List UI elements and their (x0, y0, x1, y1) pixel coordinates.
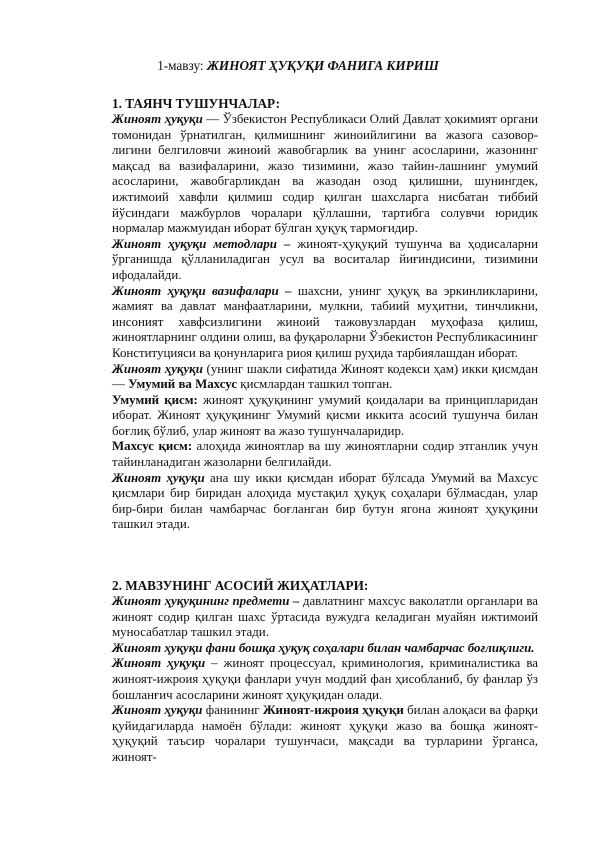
section-2-heading: 2. МАВЗУНИНГ АСОСИЙ ЖИҲАТЛАРИ: (112, 578, 369, 593)
paragraph-criminal-law-definition: Жиноят ҳуқуқи — Ўзбекистон Республикаси Олий Давлат ҳокимият органи томонидан ўрнатилган, қилмишнинг жиноийлигини ва жазога сазовор-лигини белгиловчи жиноий жавобгарлик ва унинг асосларини, жазонинг мақсад ва вазифаларини, жазо тизимини, жазо тайин-лашнинг умумий асосларини, жавобгарликдан ва жазодан озод қилишни, шунингдек, ижтимоий хавфли қилмиш содир қилган шахсларга нисбатан тиббий йўсиндаги мажбурлов чоралари қўллашни, тартибга солувчи юридик нормалар мажмуидан иборат бўлган ҳуқуқ тармоғидир. (112, 112, 538, 236)
paragraph-execution-law: Жиноят ҳуқуқи фанининг Жиноят-ижроия ҳуқуқи билан алоқаси ва фарқи қуйидагиларда намоён бўлади: жиноят ҳуқуқи жазо ва бошқа жиноят-ҳуқуқий таъсир чоралари тушунчаси, мақсади ва турларини ўрганса, жиноят- (112, 703, 538, 764)
paragraph-methods: Жиноят ҳуқуқи методлари – жиноят-ҳуқуқий тушунча ва ҳодисаларни ўрганишда қўлланиладиган усул ва воситалар йиғиндисини, тизимини ифодалайди. (112, 236, 538, 282)
paragraph-material-science: Жиноят ҳуқуқи – жиноят процессуал, криминология, криминалистика ва жиноят-ижроия ҳуқуқи фанлари учун моддий фан ҳисобланиб, бу фанлар ўз бошланғич асосларини жиноят ҳуқуқидан олади. (112, 656, 538, 702)
section-2 (112, 578, 538, 766)
paragraph-parts: Жиноят ҳуқуқи (унинг шакли сифатида Жиноят кодекси ҳам) икки қисмдан — Умумий ва Махсус қисмлардан ташкил топган. (112, 361, 538, 392)
section-1-heading: 1. ТАЯНЧ ТУШУНЧАЛАР: (112, 96, 280, 111)
paragraph-tasks: Жиноят ҳуқуқи вазифалари – шахсни, унинг ҳуқуқ ва эркинликларини, жамият ва давлат манфаатларини, мулкни, табиий муҳитни, тинчликни, инсоният хавфсизлигини жиноий тажовузлардан муҳофаза қилиш, жиноятларнинг олдини олиш, ва фуқароларни Ўзбекистон Республикасининг Конституцияси ва қонунларига риоя қилиш руҳида тарбиялашдан иборат. (112, 283, 538, 360)
paragraph-special-part: Махсус қисм: алоҳида жиноятлар ва шу жиноятларни содир этганлик учун тайинланадиган жазоларни белгилайди. (112, 439, 538, 470)
section-1 (112, 96, 538, 533)
title-main: ЖИНОЯТ ҲУҚУҚИ ФАНИГА КИРИШ (206, 58, 439, 73)
paragraph-unity: Жиноят ҳуқуқи ана шу икки қисмдан иборат бўлсада Умумий ва Махсус қисмлари бир биридан алоҳида мустақил ҳуқуқ соҳалари бўлмасдан, улар бир-бири билан чамбарчас боғланган бир бутун ягона жиноят ҳуқуқини ташкил этади. (112, 470, 538, 532)
title-prefix: 1-мавзу: (157, 58, 207, 73)
paragraph-subject: Жиноят ҳуқуқининг предмети – давлатнинг махсус ваколатли органлари ва жиноят содир қилган шахс ўртасида вужудга келадиган муайян ижтимоий муносабатлар ташкил этади. (112, 594, 538, 640)
paragraph-general-part: Умумий қисм: жиноят ҳуқуқининг умумий қоидалари ва принципларидан иборат. Жиноят ҳуқуқининг Умумий қисми иккита асосий тушунча билан боғлиқ бўлиб, улар жиноят ва жазо тушунчаларидир. (112, 392, 539, 438)
paragraph-connection: Жиноят ҳуқуқи фани бошқа ҳуқуқ соҳалари билан чамбарчас боғлиқлиги. (112, 640, 535, 655)
page-title (0, 58, 596, 74)
